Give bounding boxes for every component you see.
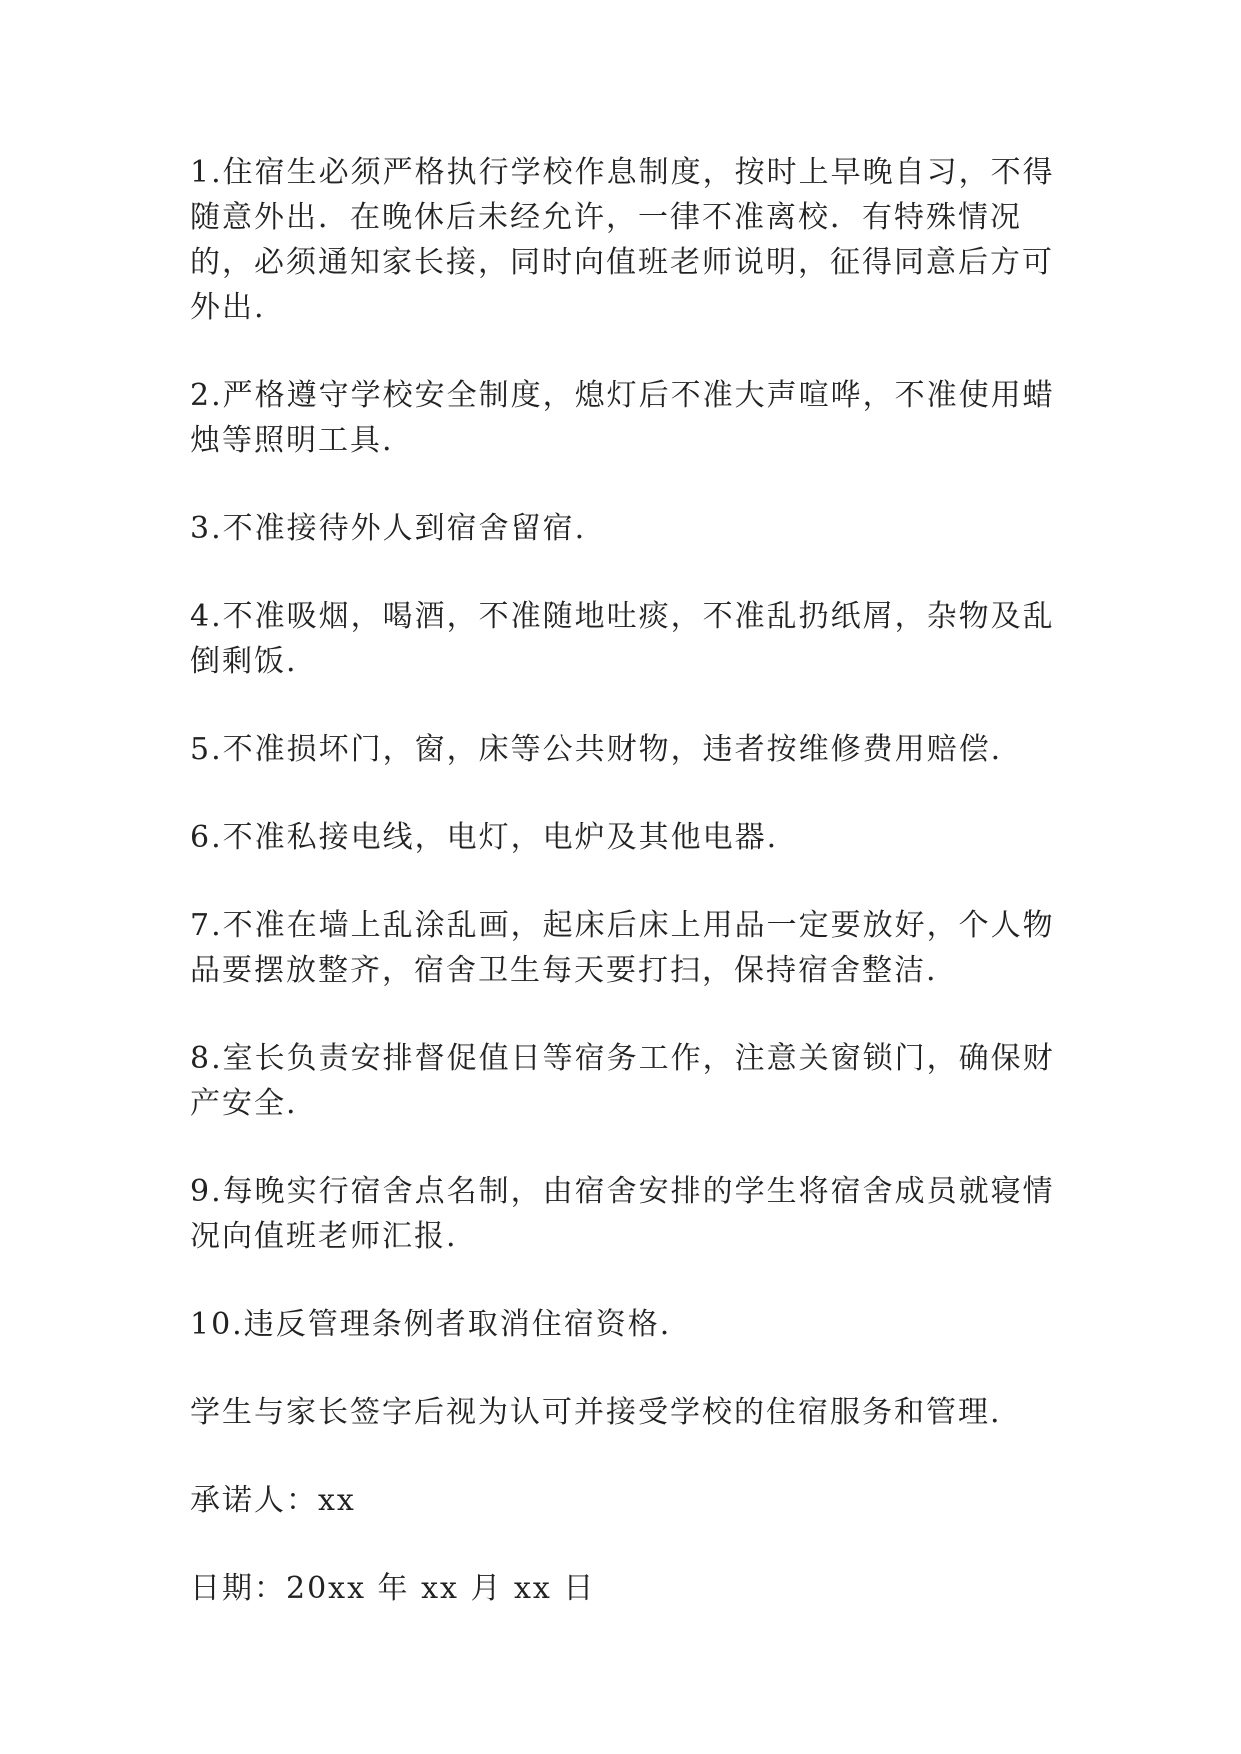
rule-10: 10.违反管理条例者取消住宿资格. — [190, 1307, 672, 1342]
rule-7: 7.不准在墙上乱涂乱画，起床后床上用品一定要放好，个人物品要摆放整齐，宿舍卫生每天要打扫，保持宿舍整洁. — [190, 908, 1055, 988]
rule-9: 9.每晚实行宿舍点名制，由宿舍安排的学生将宿舍成员就寝情况向值班老师汇报. — [190, 1174, 1055, 1254]
rule-6: 6.不准私接电线，电灯，电炉及其他电器. — [190, 820, 779, 855]
rule-8: 8.室长负责安排督促值日等宿务工作，注意关窗锁门，确保财产安全. — [190, 1041, 1055, 1121]
document-body — [190, 150, 1060, 1611]
closing-statement: 学生与家长签字后视为认可并接受学校的住宿服务和管理. — [190, 1395, 1002, 1430]
rule-1: 1.住宿生必须严格执行学校作息制度，按时上早晚自习，不得随意外出．在晚休后未经允许，一律不准离校．有特殊情况的，必须通知家长接，同时向值班老师说明，征得同意后方可外出. — [190, 155, 1055, 325]
date-line: 日期：20xx 年 xx 月 xx 日 — [190, 1571, 596, 1606]
promisor-line: 承诺人：xx — [190, 1483, 356, 1518]
rule-2: 2.严格遵守学校安全制度，熄灯后不准大声喧哗，不准使用蜡烛等照明工具. — [190, 378, 1055, 458]
rule-4: 4.不准吸烟，喝酒，不准随地吐痰，不准乱扔纸屑，杂物及乱倒剩饭. — [190, 599, 1055, 679]
rule-5: 5.不准损坏门，窗，床等公共财物，违者按维修费用赔偿. — [190, 732, 1003, 767]
rule-3: 3.不准接待外人到宿舍留宿. — [190, 511, 587, 546]
